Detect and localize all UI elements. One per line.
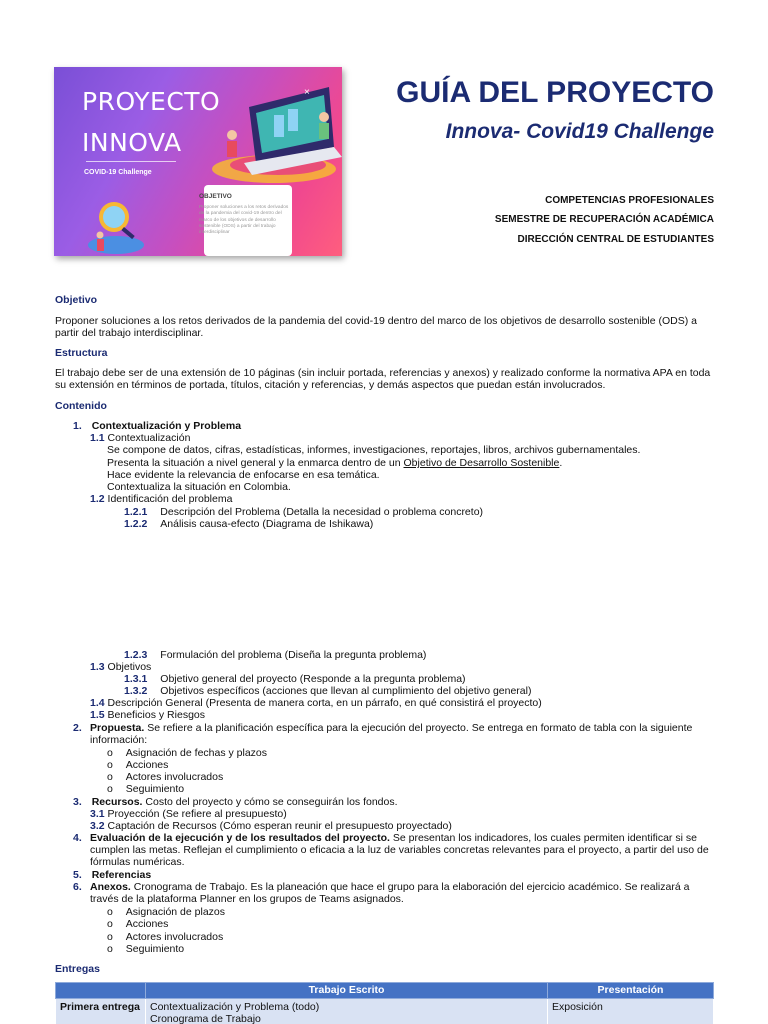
cover-subtitle: COVID-19 Challenge <box>84 169 152 176</box>
item-text: Costo del proyecto y cómo se conseguirán los fondos. <box>145 796 398 808</box>
cover-title-line2: INNOVA <box>82 128 182 157</box>
list-item-6 <box>90 881 717 905</box>
table-header-cell: Presentación <box>548 983 714 999</box>
context-line-4: Contextualiza la situación en Colombia. <box>107 481 291 493</box>
item-label: Beneficios y Riesgos <box>107 709 205 721</box>
list-item-3 <box>73 796 398 808</box>
item-label: Identificación del problema <box>107 493 233 505</box>
bullet-item <box>107 747 267 759</box>
item-label: Anexos. <box>90 881 131 893</box>
item-label: Proyección (Se refiere al presupuesto) <box>107 808 287 820</box>
list-item-1-1 <box>90 432 190 444</box>
bullet-icon: o <box>107 747 113 759</box>
item-label: Formulación del problema (Diseña la pregunta problema) <box>160 649 427 661</box>
item-label: Análisis causa-efecto (Diagrama de Ishikawa) <box>160 518 374 530</box>
bullet-item <box>107 759 168 771</box>
bullet-label: Acciones <box>125 759 169 771</box>
org-line-1: COMPETENCIAS PROFESIONALES <box>545 195 714 206</box>
cover-image <box>54 67 342 256</box>
list-item-2-number <box>73 722 82 734</box>
list-item-4 <box>90 832 717 869</box>
list-item-1-2-2 <box>124 518 373 530</box>
bullet-label: Asignación de fechas y plazos <box>125 747 268 759</box>
item-label: Contextualización <box>107 432 191 444</box>
bullet-icon: o <box>107 771 113 783</box>
cover-title <box>82 81 220 163</box>
students-laptop-illustration <box>204 77 342 187</box>
bullet-label: Seguimiento <box>125 943 185 955</box>
bullet-icon: o <box>107 943 113 955</box>
contenido-heading: Contenido <box>55 400 107 412</box>
objetivo-text: Proponer soluciones a los retos derivados de la pandemia del covid-19 dentro del marco de los objetivos de desarrollo sostenible (ODS) a partir del trabajo interdisciplinar. <box>55 315 698 340</box>
item-label: Propuesta. <box>90 722 145 734</box>
context-line-2-end: . <box>559 457 563 469</box>
list-item-6-number <box>73 881 82 893</box>
bullet-label: Actores involucrados <box>125 931 224 943</box>
item-label: Descripción General (Presenta de manera corta, en un párrafo, en qué consistirá el proyecto) <box>107 697 542 709</box>
org-line-3: DIRECCIÓN CENTRAL DE ESTUDIANTES <box>517 234 714 245</box>
list-item-3-1 <box>90 808 287 820</box>
table-row <box>56 999 714 1024</box>
bullet-icon: o <box>107 783 113 795</box>
list-item-1-4 <box>90 697 542 709</box>
item-number: 2. <box>73 722 82 734</box>
item-number: 1.1 <box>90 432 105 444</box>
cover-card-text: Proponer soluciones a los retos derivados de la pandemia del covid-19 dentro del marco de los objetivos de desarrollo sostenible (ODS) a partir del trabajo interdisciplinar <box>199 205 289 236</box>
entregas-table <box>55 982 714 1024</box>
context-line-3: Hace evidente la relevancia de enfocarse en esa temática. <box>107 469 380 481</box>
item-label: Recursos. <box>91 796 143 808</box>
item-label: Evaluación de la ejecución y de los resultados del proyecto. <box>90 832 390 844</box>
item-number: 1.4 <box>90 697 105 709</box>
item-label: Referencias <box>91 869 152 881</box>
item-text: Se refiere a la planificación específica para la ejecución del proyecto. Se entrega en formato de tabla con la siguiente información: <box>90 722 693 747</box>
list-item-1-2 <box>90 493 232 505</box>
list-item-5 <box>73 869 151 881</box>
bullet-label: Acciones <box>125 918 169 930</box>
cover-divider <box>86 161 176 162</box>
bullet-item <box>107 771 223 783</box>
item-label: Descripción del Problema (Detalla la necesidad o problema concreto) <box>160 506 484 518</box>
item-number: 1.2.2 <box>124 518 148 530</box>
list-item-1-3-1 <box>124 673 466 685</box>
item-number: 1.2.3 <box>124 649 148 661</box>
list-item-1-5 <box>90 709 205 721</box>
estructura-heading: Estructura <box>55 347 108 359</box>
item-label: Captación de Recursos (Cómo esperan reunir el presupuesto proyectado) <box>107 820 452 832</box>
org-line-2: SEMESTRE DE RECUPERACIÓN ACADÉMICA <box>494 214 714 225</box>
item-number: 1.3.2 <box>124 685 148 697</box>
list-item-1-2-3 <box>124 649 426 661</box>
item-number: 3.1 <box>90 808 105 820</box>
list-item-4-number <box>73 832 82 844</box>
page-title: GUÍA DEL PROYECTO <box>396 76 714 109</box>
bullet-item <box>107 906 225 918</box>
page-subtitle: Innova- Covid19 Challenge <box>445 120 714 143</box>
context-line-2-text: Presenta la situación a nivel general y la enmarca dentro de un <box>107 457 404 469</box>
item-label: Objetivos <box>107 661 152 673</box>
bullet-icon: o <box>107 931 113 943</box>
item-number: 1.3 <box>90 661 105 673</box>
objetivo-heading: Objetivo <box>55 294 98 306</box>
bullet-item <box>107 943 184 955</box>
estructura-text: El trabajo debe ser de una extensión de 10 páginas (sin incluir portada, referencias y anexos) y realizado conforme la normativa APA en toda su extensión en términos de portada, títulos, citación y referencias, y demás aspectos que puedan están involucrados. <box>55 367 711 392</box>
written-line-2: Cronograma de Trabajo <box>150 1013 261 1024</box>
list-item-2 <box>90 722 717 746</box>
item-number: 5. <box>73 869 82 881</box>
svg-text:×: × <box>304 87 310 98</box>
item-number: 4. <box>73 832 82 844</box>
bullet-label: Seguimiento <box>125 783 185 795</box>
item-number: 3. <box>73 796 82 808</box>
item-number: 1.5 <box>90 709 105 721</box>
ods-link[interactable]: Objetivo de Desarrollo Sostenible <box>403 457 560 469</box>
table-cell-presentation: Exposición <box>548 999 714 1024</box>
magnifier-globe-illustration <box>86 187 146 256</box>
cover-card-heading: OBJETIVO <box>199 193 232 200</box>
item-number: 1.2 <box>90 493 105 505</box>
bullet-item <box>107 783 184 795</box>
item-number: 1. <box>73 420 82 432</box>
list-item-1-3 <box>90 661 151 673</box>
written-line-1: Contextualización y Problema (todo) <box>150 1001 320 1013</box>
table-header-row <box>56 983 714 999</box>
item-label: Contextualización y Problema <box>91 420 242 432</box>
bullet-item <box>107 918 168 930</box>
item-number: 1.2.1 <box>124 506 148 518</box>
bullet-icon: o <box>107 918 113 930</box>
list-item-3-2 <box>90 820 452 832</box>
list-item-1-2-1 <box>124 506 483 518</box>
table-header-cell <box>56 983 146 999</box>
bullet-label: Asignación de plazos <box>125 906 225 918</box>
table-cell-delivery: Primera entrega <box>56 999 146 1024</box>
table-cell-written <box>146 999 548 1024</box>
item-number: 6. <box>73 881 82 893</box>
bullet-icon: o <box>107 759 113 771</box>
bullet-icon: o <box>107 906 113 918</box>
item-text: Se presentan los indicadores, los cuales permiten identificar si se cumplen las metas. Reflejan el cumplimiento o eficacia a la luz de variables concretas relevantes para el proyecto, a partir del uso de fórmulas numéricas. <box>90 832 709 869</box>
context-line-1: Se compone de datos, cifras, estadísticas, informes, investigaciones, reportajes, libros, archivos gubernamentales. <box>107 444 641 456</box>
item-label: Objetivo general del proyecto (Responde a la pregunta problema) <box>160 673 466 685</box>
item-label: Objetivos específicos (acciones que llevan al cumplimiento del objetivo general) <box>160 685 532 697</box>
entregas-heading: Entregas <box>55 963 100 975</box>
cover-title-line1: PROYECTO <box>82 87 221 116</box>
item-number: 3.2 <box>90 820 105 832</box>
bullet-item <box>107 931 223 943</box>
context-line-2 <box>107 457 562 469</box>
table-header-cell: Trabajo Escrito <box>146 983 548 999</box>
list-item-1 <box>73 420 241 432</box>
item-number: 1.3.1 <box>124 673 148 685</box>
item-text: Cronograma de Trabajo. Es la planeación que hace el grupo para la elaboración del ejercicio académico. Se realizará a través de la plataforma Planner en los grupos de Teams asignados. <box>90 881 690 906</box>
bullet-label: Actores involucrados <box>125 771 224 783</box>
list-item-1-3-2 <box>124 685 531 697</box>
